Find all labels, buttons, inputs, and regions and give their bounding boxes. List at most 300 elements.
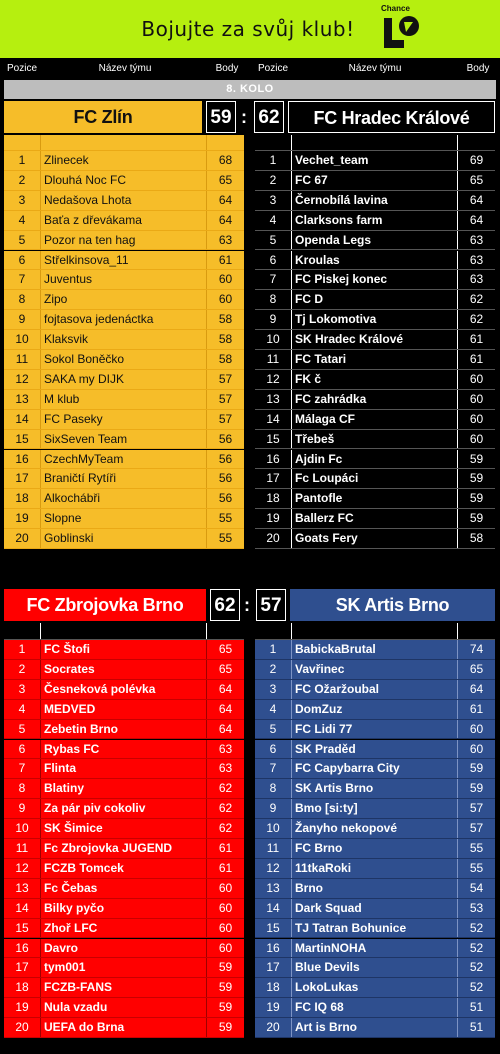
row-position: 15 — [4, 919, 41, 938]
table-row — [255, 899, 495, 919]
table-row — [4, 310, 244, 330]
row-team-name: Zlinecek — [41, 151, 207, 170]
row-position: 4 — [4, 211, 41, 230]
table-row — [4, 290, 244, 310]
row-team-name: Kroulas — [292, 251, 458, 270]
row-points: 62 — [218, 821, 233, 836]
row-position: 4 — [255, 211, 292, 230]
row-position: 6 — [4, 251, 41, 270]
row-points: 59 — [469, 451, 484, 466]
row-team-name: Fc Zbrojovka JUGEND — [41, 839, 207, 858]
row-position: 3 — [4, 191, 41, 210]
table-row — [255, 978, 495, 998]
table-row — [4, 191, 244, 211]
row-points: 61 — [218, 860, 233, 875]
row-points: 60 — [218, 272, 233, 287]
table-row — [4, 410, 244, 430]
row-points: 63 — [469, 272, 484, 287]
row-position: 1 — [255, 151, 292, 170]
row-points: 55 — [218, 531, 233, 546]
row-position: 18 — [255, 978, 292, 997]
table-row — [4, 469, 244, 489]
table-row — [255, 270, 495, 290]
table-row — [255, 489, 495, 509]
table-row — [4, 450, 244, 470]
match1-separator: : — [241, 107, 247, 127]
row-points: 57 — [469, 801, 484, 816]
row-team-name: FC Piskej konec — [292, 270, 458, 289]
row-team-name: FC Brno — [292, 839, 458, 858]
row-team-name: fojtasova jedenáctka — [41, 310, 207, 329]
row-team-name: M klub — [41, 390, 207, 409]
match1-home-team: FC Zlín — [4, 101, 202, 133]
match1-home-score: 59 — [206, 101, 236, 133]
table-row — [255, 859, 495, 879]
top-banner — [0, 0, 500, 58]
row-points: 52 — [469, 960, 484, 975]
row-points: 56 — [218, 471, 233, 486]
table-row — [4, 171, 244, 191]
row-team-name: Braničtí Rytíři — [41, 469, 207, 488]
table-spacer-row — [255, 623, 495, 640]
header-pts-right: Body — [456, 60, 500, 78]
row-position: 1 — [4, 151, 41, 170]
table-row — [4, 779, 244, 799]
row-team-name: Baťa z dřevákama — [41, 211, 207, 230]
table-row — [4, 720, 244, 740]
table-row — [4, 151, 244, 171]
header-pts-left: Body — [206, 60, 248, 78]
row-position: 17 — [255, 958, 292, 977]
table-row — [4, 211, 244, 231]
row-points: 63 — [469, 252, 484, 267]
row-position: 7 — [255, 270, 292, 289]
row-team-name: Česneková polévka — [41, 680, 207, 699]
row-position: 20 — [255, 529, 292, 548]
row-points: 55 — [469, 841, 484, 855]
table-row — [255, 390, 495, 410]
row-position: 16 — [255, 939, 292, 958]
row-points: 52 — [469, 920, 484, 935]
table-row — [4, 489, 244, 509]
row-team-name: Klaksvik — [41, 330, 207, 349]
table-row — [255, 660, 495, 680]
row-points: 65 — [469, 661, 484, 676]
match2-separator: : — [244, 595, 250, 615]
row-position: 5 — [4, 231, 41, 250]
row-team-name: Blatiny — [41, 779, 207, 798]
table-row — [255, 370, 495, 390]
table-row — [4, 899, 244, 919]
row-team-name: FC Ožaržoubal — [292, 680, 458, 699]
match2-away-team: SK Artis Brno — [290, 589, 495, 621]
table-row — [255, 740, 495, 760]
row-position: 9 — [4, 799, 41, 818]
table-row — [4, 680, 244, 700]
chance-logo — [378, 4, 424, 54]
header-pos-right: Pozice — [252, 60, 294, 78]
row-points: 65 — [218, 661, 233, 676]
row-points: 56 — [218, 451, 233, 466]
row-position: 3 — [4, 680, 41, 699]
row-team-name: DomZuz — [292, 700, 458, 719]
row-points: 64 — [218, 681, 233, 696]
row-team-name: Dark Squad — [292, 899, 458, 918]
row-points: 61 — [218, 252, 233, 267]
row-points: 59 — [218, 980, 233, 995]
table-row — [4, 700, 244, 720]
row-team-name: Málaga CF — [292, 410, 458, 429]
table-row — [255, 939, 495, 959]
row-team-name: FCZB Tomcek — [41, 859, 207, 878]
table-row — [4, 350, 244, 370]
row-position: 17 — [4, 958, 41, 977]
row-team-name: Nula vzadu — [41, 998, 207, 1017]
row-points: 58 — [218, 352, 233, 366]
row-position: 5 — [255, 720, 292, 739]
row-position: 17 — [4, 469, 41, 488]
row-team-name: SK Šimice — [41, 819, 207, 838]
table-row — [255, 759, 495, 779]
row-position: 19 — [255, 998, 292, 1017]
row-team-name: Fc Loupáci — [292, 469, 458, 488]
row-points: 63 — [218, 761, 233, 776]
table-row — [4, 859, 244, 879]
row-team-name: FC Štofi — [41, 640, 207, 659]
row-team-name: tym001 — [41, 958, 207, 977]
row-position: 6 — [4, 740, 41, 759]
table-row — [4, 759, 244, 779]
row-points: 60 — [469, 431, 484, 446]
row-team-name: SK Artis Brno — [292, 779, 458, 798]
row-team-name: UEFA do Brna — [41, 1018, 207, 1037]
row-team-name: FC Capybarra City — [292, 759, 458, 778]
row-team-name: Alkochábři — [41, 489, 207, 508]
row-position: 13 — [4, 390, 41, 409]
row-team-name: Dlouhá Noc FC — [41, 171, 207, 190]
row-position: 14 — [255, 899, 292, 918]
row-position: 19 — [4, 998, 41, 1017]
match2-home-table — [4, 623, 244, 1043]
row-points: 60 — [218, 880, 233, 895]
row-position: 6 — [255, 740, 292, 759]
row-position: 10 — [4, 330, 41, 349]
match1-away-score: 62 — [254, 101, 284, 133]
row-position: 14 — [4, 899, 41, 918]
row-team-name: Rybas FC — [41, 740, 207, 759]
row-position: 4 — [4, 700, 41, 719]
row-team-name: Vechet_team — [292, 151, 458, 170]
row-position: 9 — [255, 799, 292, 818]
table-row — [255, 231, 495, 251]
table-row — [4, 939, 244, 959]
row-position: 13 — [255, 879, 292, 898]
row-points: 61 — [469, 332, 484, 347]
row-position: 18 — [4, 978, 41, 997]
table-row — [255, 211, 495, 231]
row-points: 59 — [469, 761, 484, 776]
table-row — [4, 660, 244, 680]
row-points: 64 — [218, 701, 233, 716]
row-position: 19 — [255, 509, 292, 528]
row-position: 4 — [255, 700, 292, 719]
row-points: 64 — [218, 212, 233, 227]
row-points: 58 — [218, 332, 233, 347]
table-row — [4, 509, 244, 529]
row-team-name: Třebeš — [292, 430, 458, 449]
table-row — [255, 290, 495, 310]
row-team-name: Zhoř LFC — [41, 919, 207, 938]
row-points: 59 — [218, 1020, 233, 1035]
row-position: 13 — [4, 879, 41, 898]
row-points: 62 — [469, 292, 484, 307]
row-points: 60 — [469, 371, 484, 386]
row-position: 11 — [4, 839, 41, 858]
row-team-name: SAKA my DIJK — [41, 370, 207, 389]
row-team-name: 11tkaRoki — [292, 859, 458, 878]
logo-text: Chance — [381, 4, 410, 13]
row-team-name: FK č — [292, 370, 458, 389]
row-points: 60 — [469, 741, 484, 756]
table-row — [255, 151, 495, 171]
row-position: 18 — [4, 489, 41, 508]
row-position: 18 — [255, 489, 292, 508]
table-row — [4, 958, 244, 978]
table-row — [255, 171, 495, 191]
row-points: 61 — [218, 841, 233, 855]
row-team-name: Socrates — [41, 660, 207, 679]
row-position: 17 — [255, 469, 292, 488]
table-row — [255, 1018, 495, 1038]
row-points: 59 — [218, 960, 233, 975]
table-row — [255, 680, 495, 700]
row-team-name: FC D — [292, 290, 458, 309]
row-points: 63 — [469, 232, 484, 247]
row-team-name: Zebetin Brno — [41, 720, 207, 739]
banner-title: Bojujte za svůj klub! — [141, 17, 355, 41]
row-points: 52 — [469, 980, 484, 995]
row-position: 12 — [255, 370, 292, 389]
row-position: 13 — [255, 390, 292, 409]
match2-away-score: 57 — [256, 589, 286, 621]
row-team-name: BabickaBrutal — [292, 640, 458, 659]
row-position: 2 — [255, 660, 292, 679]
row-position: 9 — [4, 310, 41, 329]
row-points: 60 — [469, 411, 484, 426]
row-position: 6 — [255, 251, 292, 270]
table-row — [4, 839, 244, 859]
row-team-name: Brno — [292, 879, 458, 898]
row-team-name: Juventus — [41, 270, 207, 289]
row-position: 1 — [255, 640, 292, 659]
table-row — [255, 720, 495, 740]
table-row — [4, 1018, 244, 1038]
row-position: 2 — [255, 171, 292, 190]
table-row — [255, 410, 495, 430]
header-name-left: Název týmu — [46, 60, 204, 78]
table-row — [255, 998, 495, 1018]
row-points: 61 — [469, 352, 484, 366]
row-team-name: Tj Lokomotiva — [292, 310, 458, 329]
row-team-name: Vavřinec — [292, 660, 458, 679]
row-position: 7 — [255, 759, 292, 778]
row-points: 69 — [469, 153, 484, 167]
row-team-name: Sokol Boněčko — [41, 350, 207, 369]
row-team-name: Flinta — [41, 759, 207, 778]
row-team-name: MartinNOHA — [292, 939, 458, 958]
row-points: 60 — [469, 721, 484, 736]
row-team-name: FC Tatari — [292, 350, 458, 369]
row-points: 64 — [218, 192, 233, 207]
row-team-name: Černobílá lavina — [292, 191, 458, 210]
table-row — [4, 430, 244, 450]
row-team-name: MEDVED — [41, 700, 207, 719]
row-position: 2 — [4, 660, 41, 679]
row-position: 19 — [4, 509, 41, 528]
table-row — [255, 799, 495, 819]
row-points: 62 — [469, 312, 484, 327]
table-row — [255, 779, 495, 799]
row-position: 15 — [4, 430, 41, 449]
table-row — [4, 919, 244, 939]
row-points: 58 — [218, 312, 233, 327]
row-position: 3 — [255, 680, 292, 699]
row-team-name: Žanyho nekopové — [292, 819, 458, 838]
row-points: 56 — [218, 431, 233, 446]
table-row — [4, 819, 244, 839]
row-position: 2 — [4, 171, 41, 190]
row-team-name: SK Hradec Králové — [292, 330, 458, 349]
row-points: 59 — [469, 471, 484, 486]
table-row — [4, 370, 244, 390]
table-row — [4, 529, 244, 549]
row-position: 3 — [255, 191, 292, 210]
table-row — [255, 879, 495, 899]
row-points: 55 — [218, 511, 233, 526]
table-row — [255, 450, 495, 470]
row-team-name: Ballerz FC — [292, 509, 458, 528]
row-points: 57 — [218, 411, 233, 426]
table-row — [255, 529, 495, 549]
row-position: 11 — [4, 350, 41, 369]
table-row — [4, 740, 244, 760]
match2-home-score: 62 — [210, 589, 240, 621]
row-points: 53 — [469, 900, 484, 915]
table-row — [4, 978, 244, 998]
row-team-name: Pantofle — [292, 489, 458, 508]
match1-away-table — [255, 135, 495, 555]
table-row — [4, 640, 244, 660]
row-team-name: Fc Čebas — [41, 879, 207, 898]
row-position: 16 — [4, 450, 41, 469]
row-team-name: Za pár piv cokoliv — [41, 799, 207, 818]
row-points: 60 — [218, 920, 233, 935]
table-row — [255, 251, 495, 271]
row-points: 65 — [218, 172, 233, 187]
row-team-name: Slopne — [41, 509, 207, 528]
row-points: 60 — [218, 900, 233, 915]
row-points: 57 — [218, 371, 233, 386]
table-row — [4, 799, 244, 819]
row-points: 57 — [218, 391, 233, 406]
table-row — [255, 430, 495, 450]
row-position: 1 — [4, 640, 41, 659]
row-position: 10 — [255, 819, 292, 838]
row-position: 12 — [255, 859, 292, 878]
row-points: 59 — [469, 491, 484, 506]
row-team-name: Pozor na ten hag — [41, 231, 207, 250]
row-position: 7 — [4, 270, 41, 289]
row-position: 8 — [255, 779, 292, 798]
row-team-name: Nedašova Lhota — [41, 191, 207, 210]
row-points: 52 — [469, 940, 484, 955]
row-position: 12 — [4, 370, 41, 389]
table-row — [255, 700, 495, 720]
row-team-name: Openda Legs — [292, 231, 458, 250]
match1-home-table — [4, 135, 244, 555]
row-points: 59 — [469, 781, 484, 796]
table-row — [255, 469, 495, 489]
table-row — [255, 819, 495, 839]
header-pos-left: Pozice — [0, 60, 44, 78]
row-position: 15 — [255, 919, 292, 938]
row-team-name: Davro — [41, 939, 207, 958]
table-row — [4, 270, 244, 290]
row-position: 8 — [4, 779, 41, 798]
table-row — [255, 919, 495, 939]
table-spacer-row — [4, 623, 244, 640]
row-position: 15 — [255, 430, 292, 449]
row-points: 51 — [469, 1000, 484, 1015]
row-points: 74 — [469, 642, 484, 656]
table-row — [255, 310, 495, 330]
row-points: 64 — [218, 721, 233, 736]
row-team-name: FC Lidi 77 — [292, 720, 458, 739]
row-position: 16 — [4, 939, 41, 958]
header-name-right: Název týmu — [296, 60, 454, 78]
row-team-name: Goats Fery — [292, 529, 458, 548]
row-team-name: FCZB-FANS — [41, 978, 207, 997]
row-team-name: FC Paseky — [41, 410, 207, 429]
row-points: 62 — [218, 781, 233, 796]
table-spacer-row — [4, 135, 244, 151]
row-points: 59 — [469, 511, 484, 526]
table-spacer-row — [255, 135, 495, 151]
row-position: 14 — [4, 410, 41, 429]
row-team-name: Bilky pyčo — [41, 899, 207, 918]
table-row — [255, 509, 495, 529]
row-team-name: Art is Brno — [292, 1018, 458, 1037]
row-points: 65 — [218, 642, 233, 656]
table-row — [4, 251, 244, 271]
row-team-name: Střelkinsova_11 — [41, 251, 207, 270]
row-position: 10 — [4, 819, 41, 838]
match2-home-team: FC Zbrojovka Brno — [4, 589, 206, 621]
row-team-name: Ajdin Fc — [292, 450, 458, 469]
row-position: 16 — [255, 450, 292, 469]
row-points: 60 — [469, 391, 484, 406]
row-points: 54 — [469, 880, 484, 895]
row-points: 57 — [469, 821, 484, 836]
row-points: 55 — [469, 860, 484, 875]
row-position: 8 — [255, 290, 292, 309]
row-points: 62 — [218, 801, 233, 816]
row-points: 51 — [469, 1020, 484, 1035]
round-label: 8. KOLO — [4, 80, 496, 99]
row-team-name: Clarksons farm — [292, 211, 458, 230]
row-position: 20 — [4, 529, 41, 548]
row-points: 60 — [218, 292, 233, 307]
